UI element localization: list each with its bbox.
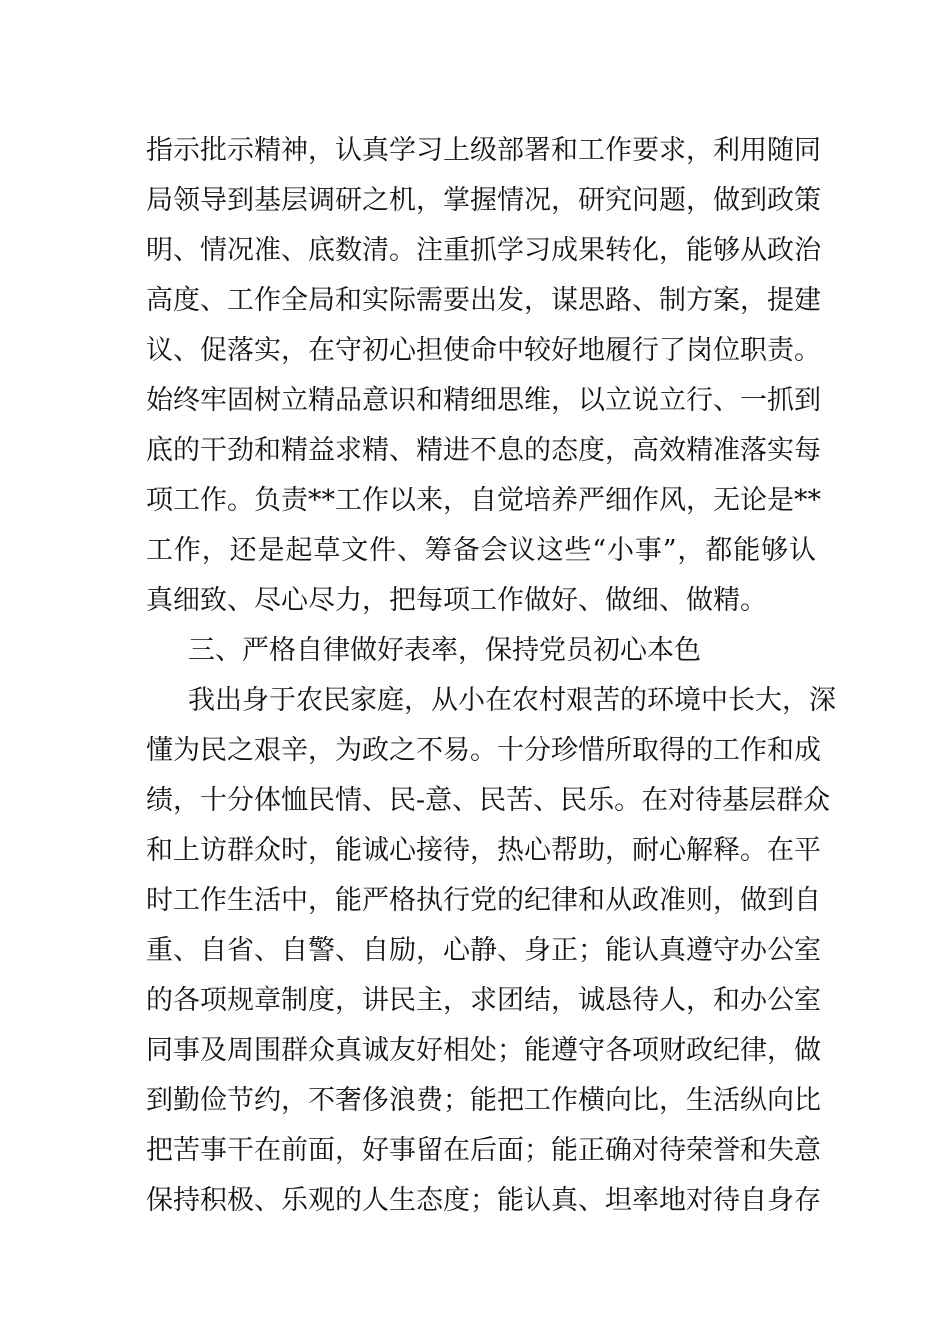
body-line: 局领导到基层调研之机，掌握情况，研究问题，做到政策	[146, 185, 821, 216]
body-line: 保持积极、乐观的人生态度；能认真、坦率地对待自身存	[146, 1185, 821, 1216]
section-heading: 三、严格自律做好表率，保持党员初心本色	[188, 635, 701, 666]
body-line: 始终牢固树立精品意识和精细思维，以立说立行、一抓到	[146, 385, 821, 416]
body-line-paragraph-start: 我出身于农民家庭，从小在农村艰苦的环境中长大，深	[188, 685, 836, 716]
body-line: 指示批示精神，认真学习上级部署和工作要求，利用随同	[146, 135, 821, 166]
body-line: 的各项规章制度，讲民主，求团结，诚恳待人，和办公室	[146, 985, 821, 1016]
body-line: 把苦事干在前面，好事留在后面；能正确对待荣誉和失意	[146, 1135, 821, 1166]
body-line: 明、情况准、底数清。注重抓学习成果转化，能够从政治	[146, 235, 821, 266]
body-line: 和上访群众时，能诚心接待，热心帮助，耐心解释。在平	[146, 835, 821, 866]
body-line: 底的干劲和精益求精、精进不息的态度，高效精准落实每	[146, 435, 821, 466]
body-line: 绩，十分体恤民情、民-意、民苦、民乐。在对待基层群众	[146, 785, 831, 816]
body-line: 项工作。负责**工作以来，自觉培养严细作风，无论是**	[146, 485, 821, 516]
body-line: 议、促落实，在守初心担使命中较好地履行了岗位职责。	[146, 335, 821, 366]
document-body	[146, 126, 836, 1226]
body-line: 工作，还是起草文件、筹备会议这些“小事”，都能够认	[146, 535, 816, 566]
body-line-paragraph-end: 真细致、尽心尽力，把每项工作做好、做细、做精。	[146, 585, 767, 616]
body-line: 同事及周围群众真诚友好相处；能遵守各项财政纪律，做	[146, 1035, 821, 1066]
body-line: 懂为民之艰辛，为政之不易。十分珍惜所取得的工作和成	[146, 735, 821, 766]
body-line: 高度、工作全局和实际需要出发，谋思路、制方案，提建	[146, 285, 821, 316]
body-line: 到勤俭节约，不奢侈浪费；能把工作横向比，生活纵向比	[146, 1085, 821, 1116]
body-line: 时工作生活中，能严格执行党的纪律和从政准则，做到自	[146, 885, 821, 916]
body-line: 重、自省、自警、自励，心静、身正；能认真遵守办公室	[146, 935, 821, 966]
